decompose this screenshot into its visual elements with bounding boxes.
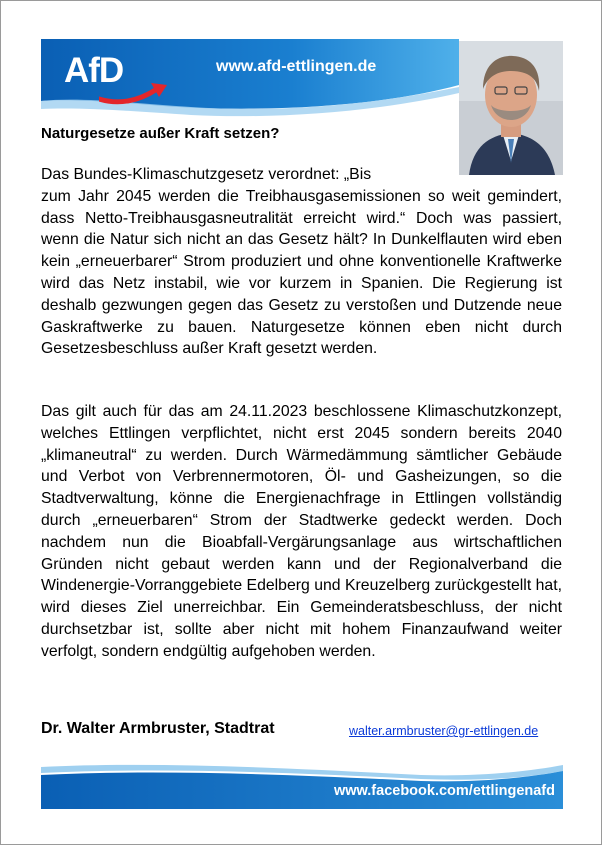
facebook-link[interactable]: www.facebook.com/ettlingenafd <box>333 783 555 799</box>
author-portrait <box>459 41 563 175</box>
article-title: Naturgesetze außer Kraft setzen? <box>41 125 280 142</box>
arrow-logo-icon <box>99 81 169 107</box>
afd-logo: AfD <box>64 51 124 90</box>
website-link[interactable]: www.afd-ettlingen.de <box>216 58 377 75</box>
paragraph-1-body: zum Jahr 2045 werden die Treibhausgasemissionen so weit gemindert, dass Netto-Treibhausgasneutralität erreicht wird.“ Doch was passiert, wenn die Natur sich nicht an das Gesetz hält? In Dunkelflauten wird eben kein „erneuerbarer“ Strom produziert und ohne konventionelle Kraftwerke wird das Netz instabil, wie vor kurzem in Spanien. Die Regierung ist deshalb gezwungen gegen das Gesetz zu verstoßen und Dutzende neue Gaskraftwerke zu bauen. Naturgesetze können eben nicht durch Gesetzesbeschluss außer Kraft gesetzt werden. <box>41 187 562 358</box>
article-paragraph-1 <box>41 164 562 360</box>
author-email-link[interactable]: walter.armbruster@gr-ettlingen.de <box>349 724 539 738</box>
author-signature: Dr. Walter Armbruster, Stadtrat <box>41 720 275 737</box>
paragraph-1-first-line: Das Bundes-Klimaschutzgesetz verordnet: „Bis <box>41 166 372 183</box>
footer-banner <box>41 761 563 809</box>
article-paragraph-2: Das gilt auch für das am 24.11.2023 beschlossene Klimaschutzkonzept, welches Ettlingen verpflichtet, nicht erst 2045 sondern bereits 2040 „klimaneutral“ zu werden. Durch Wärmedämmung sämtlicher Gebäude und Verbot von Verbrennermotoren, Öl- und Gasheizungen, so die Stadtverwaltung, könne die Energienachfrage in Ettlingen vollständig durch „erneuerbaren“ Strom der Stadtwerke gedeckt werden. Doch nachdem nun die Bioabfall-Vergärungsanlage aus wirtschaftlichen Gründen nicht gebaut werden kann und der Regionalverband die Windenergie-Vorranggebiete Edelberg und Kreuzelberg zurückgestellt hat, wird dieses Ziel unerreichbar. Ein Gemeinderatsbeschluss, der nicht durchsetzbar ist, sollte aber nicht mit hohem Finanzaufwand weiter verfolgt, sondern endgültig aufgehoben werden. <box>41 403 562 660</box>
